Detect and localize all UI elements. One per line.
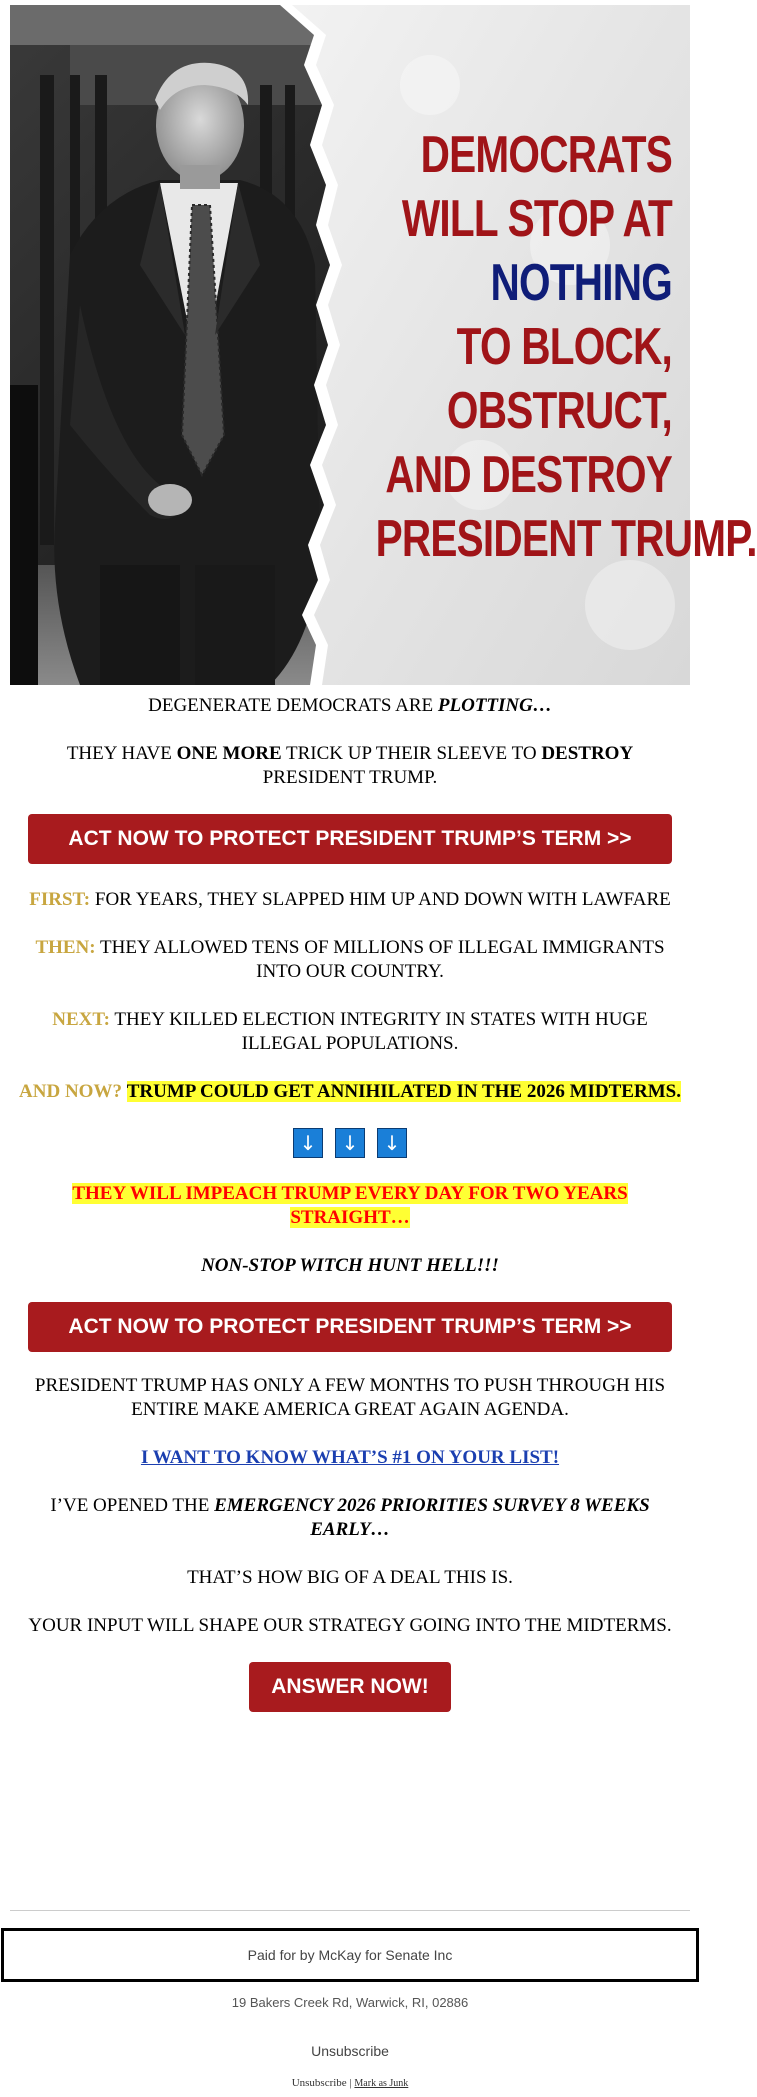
email-body — [0, 694, 700, 1712]
first-label: FIRST: — [29, 889, 91, 910]
then-paragraph — [18, 936, 682, 984]
trick-text: THEY HAVE — [66, 743, 177, 764]
intro-emphasis: PLOTTING… — [437, 695, 552, 716]
and-now-highlight: TRUMP COULD GET ANNIHILATED IN THE 2026 MIDTERMS. — [126, 1081, 681, 1102]
then-label: THEN: — [35, 937, 96, 958]
headline-line: TO BLOCK, — [456, 318, 672, 376]
input-paragraph: YOUR INPUT WILL SHAPE OUR STRATEGY GOING INTO THE MIDTERMS. — [28, 1615, 672, 1636]
intro-text: DEGENERATE DEMOCRATS ARE — [148, 695, 438, 716]
footer-divider — [10, 1910, 690, 1911]
trick-text: PRESIDENT TRUMP. — [262, 767, 438, 788]
headline-line-emphasis: NOTHING — [490, 254, 672, 312]
hero-headline — [375, 123, 757, 571]
down-arrow-icon: ↓ — [335, 1128, 365, 1158]
survey-emphasis: EMERGENCY 2026 PRIORITIES SURVEY 8 WEEKS EARLY… — [214, 1495, 650, 1540]
headline-line: PRESIDENT TRUMP. — [375, 510, 757, 568]
priority-list-link[interactable]: I WANT TO KNOW WHAT’S #1 ON YOUR LIST! — [140, 1447, 560, 1468]
down-arrow-icon: ↓ — [377, 1128, 407, 1158]
trick-text: TRICK UP THEIR SLEEVE TO — [281, 743, 542, 764]
trick-paragraph — [18, 742, 682, 790]
answer-now-button[interactable]: ANSWER NOW! — [249, 1662, 451, 1712]
headline-line: DEMOCRATS — [420, 126, 672, 184]
unsubscribe-small-link[interactable]: Unsubscribe — [291, 2077, 347, 2089]
down-arrows — [0, 1128, 700, 1158]
first-paragraph — [18, 888, 682, 912]
survey-paragraph — [18, 1494, 682, 1542]
first-text: FOR YEARS, THEY SLAPPED HIM UP AND DOWN WITH LAWFARE — [90, 889, 671, 910]
footer-address: 19 Bakers Creek Rd, Warwick, RI, 02886 — [231, 1995, 469, 2010]
paid-for-disclaimer: Paid for by McKay for Senate Inc — [1, 1928, 699, 1982]
survey-text: I’VE OPENED THE — [50, 1495, 215, 1516]
protect-term-button-2[interactable]: ACT NOW TO PROTECT PRESIDENT TRUMP’S TERM >> — [28, 1302, 672, 1352]
impeach-highlight: THEY WILL IMPEACH TRUMP EVERY DAY FOR TWO YEARS STRAIGHT… — [72, 1183, 628, 1228]
next-text: THEY KILLED ELECTION INTEGRITY IN STATES WITH HUGE ILLEGAL POPULATIONS. — [109, 1009, 648, 1054]
witch-hunt-text: NON-STOP WITCH HUNT HELL!!! — [201, 1255, 499, 1276]
trick-emphasis: DESTROY — [541, 743, 634, 764]
list-link-paragraph — [18, 1446, 682, 1470]
headline-line: WILL STOP AT — [401, 190, 672, 248]
next-paragraph — [18, 1008, 682, 1056]
hero-banner — [10, 5, 757, 685]
intro-paragraph — [18, 694, 682, 718]
protect-term-button[interactable]: ACT NOW TO PROTECT PRESIDENT TRUMP’S TERM >> — [28, 814, 672, 864]
next-label: NEXT: — [52, 1009, 110, 1030]
headline-line: OBSTRUCT, — [446, 382, 672, 440]
witch-hunt-paragraph — [18, 1254, 682, 1278]
down-arrow-icon: ↓ — [293, 1128, 323, 1158]
unsubscribe-link[interactable]: Unsubscribe — [311, 2043, 389, 2059]
months-paragraph: PRESIDENT TRUMP HAS ONLY A FEW MONTHS TO PUSH THROUGH HIS ENTIRE MAKE AMERICA GREAT AGAIN AGENDA. — [34, 1375, 666, 1420]
footer-small-links — [0, 2077, 700, 2089]
mark-as-junk-link[interactable]: Mark as Junk — [354, 2078, 409, 2089]
trick-emphasis: ONE MORE — [176, 743, 282, 764]
then-text: THEY ALLOWED TENS OF MILLIONS OF ILLEGAL IMMIGRANTS INTO OUR COUNTRY. — [95, 937, 665, 982]
impeach-paragraph — [18, 1182, 682, 1230]
big-deal-paragraph: THAT’S HOW BIG OF A DEAL THIS IS. — [187, 1567, 513, 1588]
headline-line: AND DESTROY — [385, 446, 672, 504]
link-separator: | — [346, 2077, 355, 2089]
and-now-paragraph — [18, 1080, 682, 1104]
and-now-label: AND NOW? — [19, 1081, 122, 1102]
